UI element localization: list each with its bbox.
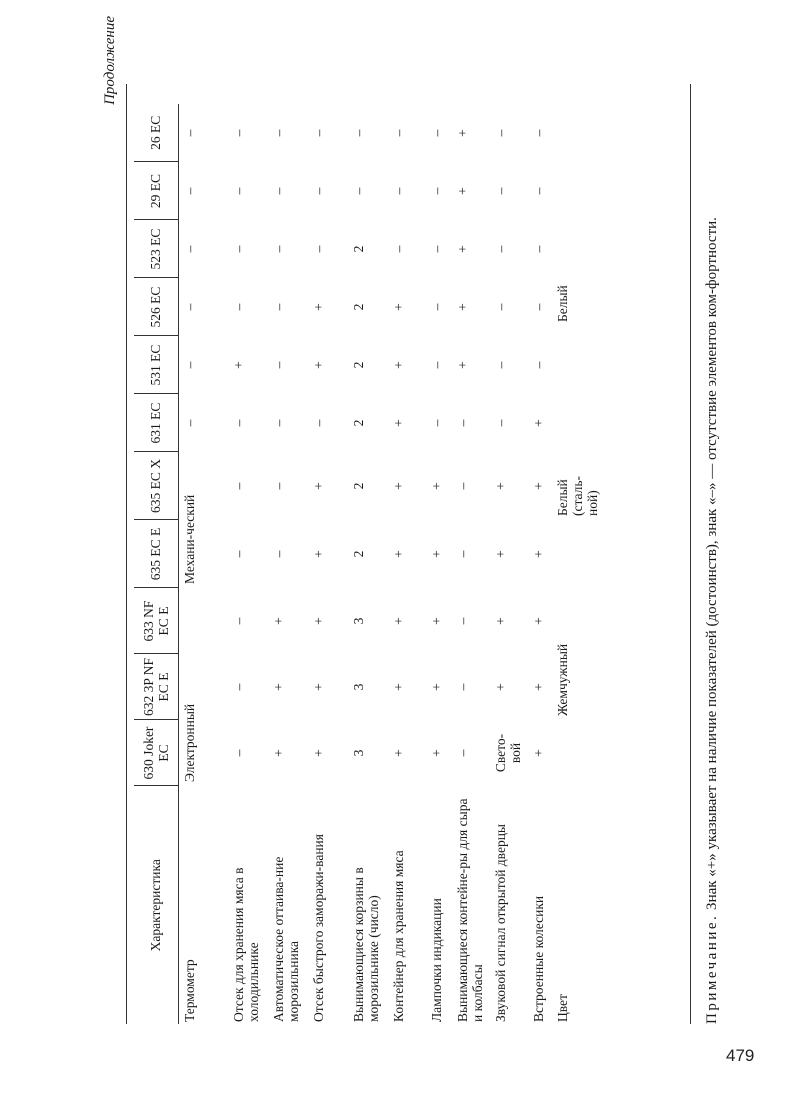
table-cell: Свето-вой (493, 733, 523, 773)
table-cell: – (181, 187, 197, 195)
table-cell: – (231, 749, 246, 757)
table-cell: + (429, 749, 444, 757)
table-cell: – (271, 303, 286, 311)
table-row (490, 104, 528, 1024)
table-cell: – (311, 129, 326, 137)
header-model: 531 EC (134, 336, 178, 394)
table-cell: – (531, 303, 546, 311)
table-cell: – (455, 617, 470, 625)
table-cell: – (455, 683, 470, 691)
table-cell: 3 (351, 617, 366, 625)
table-cell: + (391, 550, 406, 558)
table-cell: – (181, 245, 197, 253)
table-cell: – (231, 482, 246, 490)
table-cell: + (311, 749, 326, 757)
table-cell: 2 (351, 550, 366, 558)
row-label: Вынимающиеся корзины в морозильнике (число) (351, 867, 381, 1022)
merged-cell: Белый (555, 285, 570, 322)
table-cell: – (271, 419, 286, 427)
table-row (426, 104, 452, 1024)
table-cell: 2 (351, 482, 366, 490)
table-cell: – (493, 419, 508, 427)
merged-cell: Механи-ческий (181, 494, 197, 584)
table-cell: – (429, 129, 444, 137)
table-cell: – (311, 245, 326, 253)
table-cell: – (231, 617, 246, 625)
table-cell: 2 (351, 419, 366, 427)
table-cell: – (231, 683, 246, 691)
table-cell: – (231, 245, 246, 253)
table-cell: – (271, 482, 286, 490)
header-model: 526 EC (134, 278, 178, 336)
row-label: Вынимающиеся контейне-ры для сыра и колбасы (455, 798, 485, 1022)
table-cell: + (311, 361, 326, 369)
table-cell: – (429, 245, 444, 253)
table-cell: + (311, 550, 326, 558)
table-cell: + (531, 617, 546, 625)
table-cell: – (231, 550, 246, 558)
table-cell: + (531, 683, 546, 691)
table-cell: + (311, 617, 326, 625)
table-cell: + (455, 245, 470, 253)
table-cell: + (391, 749, 406, 757)
table-cell: + (493, 617, 508, 625)
table-cell: – (271, 361, 286, 369)
header-model: 632 3P NF EC E (134, 654, 178, 720)
table-row (452, 104, 490, 1024)
table-cell: – (351, 129, 366, 137)
table-cell: – (493, 303, 508, 311)
table-cell: + (455, 187, 470, 195)
table-cell: 3 (351, 749, 366, 757)
row-label: Отсек быстрого заморажи-вания (311, 834, 326, 1022)
header-model: 29 EC (134, 162, 178, 220)
table-cell: – (391, 187, 406, 195)
table-row (308, 104, 348, 1024)
table-cell: – (429, 361, 444, 369)
table-cell: – (429, 419, 444, 427)
table-cell: – (531, 361, 546, 369)
table-cell: + (531, 482, 546, 490)
row-label: Лампочки индикации (429, 898, 444, 1022)
row-label: Автоматическое оттаива-ние морозильника (271, 856, 301, 1022)
row-label: Звуковой сигнал открытой дверцы (493, 823, 508, 1022)
table-row (528, 104, 552, 1024)
table-cell: – (181, 419, 197, 427)
table-cell: – (231, 303, 246, 311)
row-label: Цвет (555, 994, 570, 1022)
table-cell: + (271, 749, 286, 757)
table-cell: – (531, 245, 546, 253)
table-cell: 3 (351, 683, 366, 691)
table-cell: – (493, 245, 508, 253)
continuation-label: Продолжение (102, 16, 118, 105)
merged-cell: Белый (сталь-ной) (555, 475, 600, 516)
table-cell: + (391, 361, 406, 369)
table-cell: + (493, 482, 508, 490)
table-cell: – (493, 361, 508, 369)
table-cell: – (231, 129, 246, 137)
header-model: 523 EC (134, 220, 178, 278)
table-row (388, 104, 426, 1024)
note-lead: Примечание. (704, 913, 720, 1024)
table-cell: – (271, 550, 286, 558)
table-cell: + (391, 683, 406, 691)
table-cell: – (493, 129, 508, 137)
header-model: 631 EC (134, 394, 178, 452)
table-row (178, 104, 228, 1024)
header-model: 630 Joker EC (134, 720, 178, 786)
table-cell (552, 720, 618, 786)
header-characteristic: Характеристика (134, 786, 178, 1024)
table-cell: – (391, 245, 406, 253)
table-cell: + (311, 482, 326, 490)
table-cell: + (311, 683, 326, 691)
table-cell: – (181, 361, 197, 369)
table-row (268, 104, 308, 1024)
row-label: Контейнер для хранения мяса (391, 850, 406, 1022)
header-model: 635 EC E (134, 520, 178, 588)
table-cell: – (311, 419, 326, 427)
table-cell: + (531, 419, 546, 427)
table-cell: – (181, 129, 197, 137)
table-cell: 2 (351, 361, 366, 369)
table-cell: 2 (351, 245, 366, 253)
row-label: Термометр (181, 959, 197, 1022)
table-cell: – (429, 187, 444, 195)
table-cell: + (429, 482, 444, 490)
table-top-rule (126, 84, 127, 1024)
table-row (552, 104, 618, 1024)
table-cell: – (455, 749, 470, 757)
table-cell: – (231, 187, 246, 195)
table-cell: – (531, 187, 546, 195)
table-cell: – (231, 419, 246, 427)
table-cell: – (351, 187, 366, 195)
table-cell: – (493, 187, 508, 195)
table-cell: – (271, 245, 286, 253)
table-cell: + (391, 617, 406, 625)
table-cell: + (455, 361, 470, 369)
header-row (134, 104, 178, 1024)
table-cell: – (531, 129, 546, 137)
merged-cell: Электронный (181, 703, 197, 782)
table-cell: – (455, 419, 470, 427)
table-cell: + (531, 550, 546, 558)
table-cell: – (455, 482, 470, 490)
merged-cell: Жемчужный (555, 643, 570, 716)
table-cell: + (391, 303, 406, 311)
table-row (348, 104, 388, 1024)
header-model: 635 EC X (134, 452, 178, 520)
row-label: Встроенные колесики (531, 895, 546, 1022)
table-cell: + (493, 683, 508, 691)
table-cell: + (231, 361, 246, 369)
page-number: 479 (726, 1046, 755, 1065)
table-cell: – (181, 303, 197, 311)
table-cell: – (311, 187, 326, 195)
header-model: 26 EC (134, 104, 178, 162)
table-cell: + (271, 617, 286, 625)
table-bottom-rule (690, 84, 691, 1024)
table-cell: + (391, 419, 406, 427)
table-cell: + (429, 550, 444, 558)
row-label: Отсек для хранения мяса в холодильнике (231, 867, 261, 1022)
header-model: 633 NF EC E (134, 588, 178, 654)
table-cell: – (271, 129, 286, 137)
table-note (703, 84, 722, 1024)
table-cell: – (391, 129, 406, 137)
table-cell: – (271, 187, 286, 195)
table-cell: + (455, 303, 470, 311)
table-cell: + (455, 129, 470, 137)
table-cell: + (311, 303, 326, 311)
table-cell: 2 (351, 303, 366, 311)
table-cell: – (429, 303, 444, 311)
table-row (228, 104, 268, 1024)
table-cell: + (531, 749, 546, 757)
table-cell: + (429, 683, 444, 691)
table-cell: + (429, 617, 444, 625)
note-text: Знак «+» указывает на наличие показателей (достоинств), знак «–» — отсутствие элементов ком-фортности. (704, 217, 720, 910)
table-cell: + (493, 550, 508, 558)
table-cell: – (455, 550, 470, 558)
table-cell: + (391, 482, 406, 490)
specs-table (134, 104, 618, 1024)
table-cell: + (271, 683, 286, 691)
